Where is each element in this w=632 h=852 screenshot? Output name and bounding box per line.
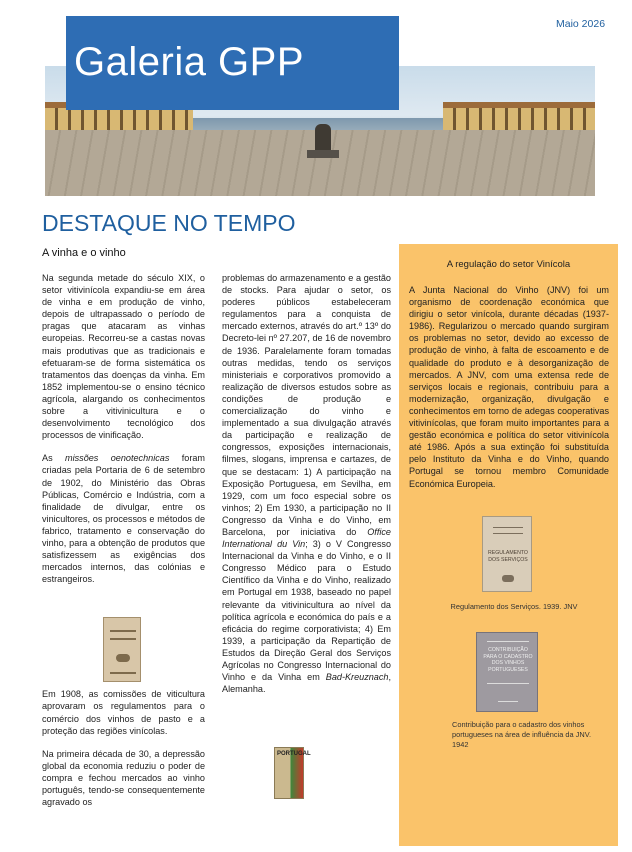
book-cover-image-1 (103, 617, 141, 682)
cover-line (110, 672, 136, 674)
paragraph-2 (42, 452, 205, 585)
cover-4-title: CONTRIBUIÇÃO PARA O CADASTRO DOS VINHOS PORTUGUESES (483, 647, 533, 673)
paragraph-2-prefix: As (42, 453, 65, 464)
cover-emblem (502, 575, 514, 582)
caption-regulamento: Regulamento dos Serviços. 1939. JNV (450, 602, 578, 611)
cover-3-title: REGULAMENTO DOS SERVIÇOS (488, 550, 528, 563)
article-column-2 (222, 272, 391, 706)
title-box (66, 16, 399, 110)
book-cover-regulamento (482, 516, 532, 592)
cover-line (498, 701, 518, 702)
paragraph-5-italic-1: Office International du Vin (222, 526, 391, 550)
newsletter-title: Galeria GPP (74, 40, 305, 84)
paragraph-5-b: ; 3) o V Congresso Internacional da Vinha e do Vinho, e o II Congresso Médico para o Estudo Científico da Vinha e do Vinho, realizado em Portugal em 1938, baseado no papel relevante da vitivinicultura ao nível da política agrícola e económica do país e a eficácia do regime corporativista; 4) Em 1939, a participação da Repartição de Estudos da Direção Geral dos Serviços Agrícolas no Congresso Internacional do Vinho e da Vinha em (222, 539, 392, 683)
issue-date: Maio 2026 (556, 18, 606, 30)
caption-cadastro: Contribuição para o cadastro dos vinhos portugueses na área de influência da JNV. 1942 (452, 720, 592, 749)
paragraph-4: Na primeira década de 30, a depressão global da economia reduziu o poder de compra e fechou mercados ao vinho português, tendo-se consequentemente agravado os (42, 748, 205, 808)
banner-statue-base (307, 150, 339, 158)
paragraph-5-italic-2: Bad-Kreuznach (325, 672, 389, 683)
cover-line (493, 527, 523, 528)
paragraph-2-italic: missões oenotechnicas (65, 453, 170, 464)
paragraph-5-a: problemas do armazenamento e a gestão de stocks. Para ajudar o setor, os poderes públicos estabeleceram regulamentos para a conquista de mercado externos, através do art.º 13º do Decreto-lei nº 27.207, de 16 de novembro de 1936. Paralelamente foram tomadas outras medidas, tendo os serviços ministeriais e corporativos promovido a realização de diversos estudos sobre as condições de produção e comercialização do vinho e implementado a sua divulgação através da participação e realização de congressos, exposições internacionais, filmes, slogans, imprensa e cartazes, de que se destacam: 1) A participação na Exposição Portuguesa, em Sevilha, em 1929, com um foco especial sobre os vinhos; 2) Em 1930, a participação no II Congresso da Vinha e do Vinho, em Barcelona, por iniciativa do (222, 273, 391, 537)
paragraph-5-c: , Alemanha. (222, 672, 391, 695)
cover-line (487, 641, 529, 642)
paragraph-5 (222, 272, 391, 695)
cover-2-label: PORTUGAL (277, 751, 311, 757)
paragraph-3: Em 1908, as comissões de viticultura aprovaram os regulamentos para o comércio dos vinhos de pasto e a proteção das regiões vinícolas. (42, 689, 205, 736)
sidebar-text: A Junta Nacional do Vinho (JNV) foi um organismo de coordenação económica que dirigiu o setor vinícola, durante décadas (1937-1986). Regularizou o mercado quando surgiram os problemas no setor, devido ao excesso de produção de vinho, à falta de escoamento e de qualidade do produto e à desorganização de mercados. A JNV, com uma extensa rede de serviços locais e regionais, contribuiu para a modernização, organização, divulgação e conhecimentos em torno de adegas cooperativas vitivinícolas, que foram muito importantes para a gestão económica e política do setor vitivinícola até 1986. Após a sua extinção foi substituída pelo Instituto da Vinha e do Vinho, quando Portugal se tornou membro Comunidade Económica Europeia. (409, 285, 609, 489)
article-subtitle: A vinha e o vinho (42, 247, 126, 259)
book-cover-image-2 (274, 747, 311, 799)
cover-emblem (116, 654, 130, 662)
book-cover-cadastro (476, 632, 538, 712)
cover-line (493, 533, 523, 534)
section-title: DESTAQUE NO TEMPO (42, 210, 296, 236)
cover-line (110, 638, 136, 640)
sidebar-title: A regulação do setor Vinícola (446, 259, 571, 270)
cover-line (487, 683, 529, 684)
cover-line (110, 630, 136, 632)
paragraph-2-rest: foram criadas pela Portaria de 6 de setembro de 1902, do Ministério das Obras Públicas, Comércio e Indústria, com a finalidade de divulgar, entre os vinicultores, os processos e métodos de fabrico, tratamento e conservação do vinho, para a obtenção de produtos que satisfizessem as exigências dos mercados internos, das colónias e estrangeiros. (42, 453, 205, 585)
paragraph-1: Na segunda metade do século XIX, o setor vitivinícola expandiu-se em área de vinha e em produção de vinho, depois de ultrapassado o período de pragas que atacaram as vinhas europeias. Recorreu-se a castas novas mais produtivas que as tradicionais e efetuaram-se de forma sistemática os tratamentos das doenças da vinha. Em 1852 implementou-se o ensino técnico agrícola, alargando os conhecimentos sobre a vitivinicultura e o desenvolvimento tecnológico dos processos de vinificação. (42, 273, 205, 441)
article-column-1 (42, 272, 205, 819)
